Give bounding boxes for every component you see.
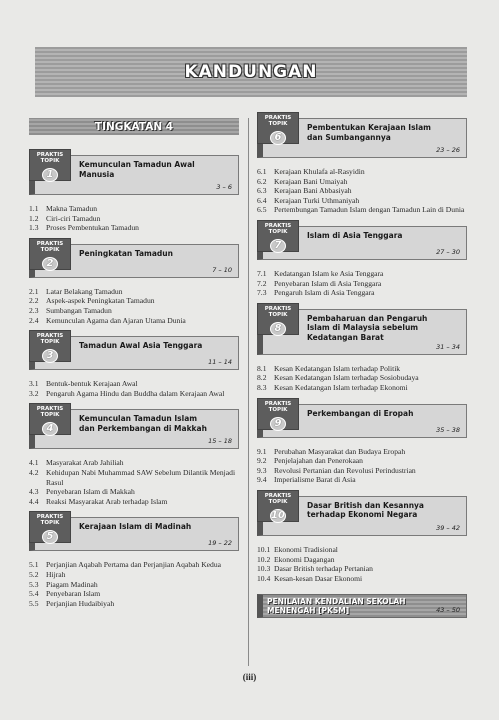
topic-badge [29,403,71,435]
subtopic-number: 5.3 [29,579,39,589]
subtopic-text: Sumbangan Tamadun [46,305,112,315]
subtopic-item [29,379,239,389]
topic-title: Tamadun Awal Asia Tenggara [79,341,203,351]
pksm-title: PENILAIAN KENDALIAN SEKOLAH MENENGAH [PKSM] [267,597,406,615]
topic-section [257,492,467,583]
subtopic-text: Penyebaran Islam [46,589,101,599]
subtopic-item [257,196,467,206]
topic-badge [257,220,299,252]
topic-pages: 3 – 6 [216,183,232,191]
subtopic-number: 6.2 [257,176,267,186]
subtopic-text: Pertembungan Tamadun Islam dengan Tamadun Lain di Dunia [274,205,465,215]
subtopic-item [257,574,467,584]
subtopic-text: Reaksi Masyarakat Arab terhadap Islam [46,496,168,506]
title-banner [35,47,467,97]
topic-title: Kemunculan Tamadun Islam dan Perkembangan di Makkah [79,414,207,433]
topic-badge [29,238,71,270]
topic-title: Pembaharuan dan Pengaruh Islam di Malaysia sebelum Kedatangan Barat [307,313,428,342]
badge-label-praktis: PRAKTIS [264,222,292,229]
badge-label-topik: TOPIK [40,520,60,527]
topic-number: 5 [42,530,58,544]
subtopic-item [257,186,467,196]
subtopic-item [29,589,239,599]
subtopic-item [257,447,467,457]
subtopic-text: Revolusi Pertanian dan Revolusi Perindustrian [274,465,416,475]
subtopic-text: Perjanjian Hudaibiyah [46,598,115,608]
pksm-box[interactable] [257,594,467,618]
subtopic-text: Pengaruh Agama Hindu dan Buddha dalam Kerajaan Awal [46,388,225,398]
subtopic-text: Penyebaran Islam di Asia Tenggara [274,278,382,288]
subtopic-text: Perubahan Masyarakat dan Budaya Eropah [274,446,406,456]
topic-badge [257,490,299,522]
topic-header[interactable] [257,492,467,536]
subtopic-item [29,389,239,399]
topic-number: 1 [42,168,58,182]
topic-badge [257,398,299,430]
topic-badge [29,330,71,362]
topic-number: 3 [42,349,58,363]
subtopic-item [29,223,239,233]
subtopic-text: Kemunculan Agama dan Ajaran Utama Dunia [46,315,186,325]
subtopic-number: 2.1 [29,286,39,296]
topic-section [29,333,239,398]
subtopic-text: Perjanjian Aqabah Pertama dan Perjanjian Aqabah Kedua [46,560,222,570]
topic-section [257,305,467,393]
badge-label-praktis: PRAKTIS [36,406,64,413]
subtopic-item [257,373,467,383]
topic-header[interactable] [257,305,467,355]
topic-header[interactable] [29,514,239,551]
topic-title: Pembentukan Kerajaan Islam dan Sumbangannya [307,123,431,142]
subtopic-item [257,555,467,565]
badge-label-topik: TOPIK [40,339,60,346]
subtopic-number: 7.2 [257,278,267,288]
subtopic-item [257,288,467,298]
subtopic-number: 4.3 [29,487,39,497]
subtopic-number: 5.5 [29,598,39,608]
subtopic-number: 10.1 [257,544,271,554]
subtopic-text: Ekonomi Dagangan [274,554,335,564]
badge-label-praktis: PRAKTIS [36,152,64,158]
topic-title: Kemunculan Tamadun Awal Manusia [79,160,195,179]
subtopic-list [257,447,467,485]
subtopic-number: 1.3 [29,223,39,233]
topic-number: 2 [42,257,58,271]
subtopic-number: 3.1 [29,379,39,389]
subtopic-item [29,306,239,316]
subtopic-text: Ekonomi Tradisional [274,544,338,554]
topic-badge [257,303,299,335]
badge-label-topik: TOPIK [268,228,288,235]
topic-pages: 15 – 18 [208,437,232,446]
topic-title: Kerajaan Islam di Madinah [79,522,192,532]
subtopic-item [257,475,467,485]
subtopic-item [257,383,467,393]
subtopic-item [257,279,467,289]
page-title: KANDUNGAN [184,62,318,82]
subtopic-number: 1.1 [29,204,39,213]
subtopic-text: Penyebaran Islam di Makkah [46,487,135,497]
topic-pages: 27 – 30 [436,247,460,256]
subtopic-text: Dasar British terhadap Pertanian [274,564,373,574]
subtopic-list [257,364,467,393]
subtopic-text: Latar Belakang Tamadun [46,286,123,296]
subtopic-text: Kerajaan Turki Uthmaniyah [274,195,360,205]
badge-label-topik: TOPIK [40,158,60,164]
topic-title: Perkembangan di Eropah [307,408,414,418]
subtopic-item [257,364,467,374]
subtopic-item [29,580,239,590]
level-title: TINGKATAN 4 [94,120,174,133]
subtopic-number: 4.2 [29,467,39,477]
subtopic-item [29,287,239,297]
subtopic-item [29,560,239,570]
subtopic-text: Proses Pembentukan Tamadun [46,223,139,233]
topic-header[interactable] [29,240,239,278]
subtopic-text: Kehidupan Nabi Muhammad SAW Sebelum Dilantik Menjadi Rasul [46,467,236,487]
subtopic-number: 6.1 [257,167,267,176]
subtopic-item [29,497,239,507]
topic-section [29,514,239,608]
right-topic-list [257,115,467,583]
subtopic-number: 8.1 [257,363,267,373]
subtopic-text: Hijrah [46,569,66,579]
badge-label-praktis: PRAKTIS [36,333,64,340]
subtopic-number: 6.3 [257,186,267,196]
subtopic-text: Kesan Kedatangan Islam terhadap Politik [274,363,401,373]
topic-number: 8 [270,322,286,336]
right-column [257,115,467,618]
topic-section [29,152,239,233]
subtopic-text: Kedatangan Islam ke Asia Tenggara [274,268,384,278]
subtopic-number: 9.4 [257,475,267,485]
topic-badge [29,511,71,543]
subtopic-number: 7.1 [257,268,267,278]
topic-number: 4 [42,422,58,436]
subtopic-list [29,287,239,325]
subtopic-number: 8.3 [257,382,267,392]
subtopic-item [257,456,467,466]
topic-section [29,240,239,325]
badge-label-topik: TOPIK [268,121,288,127]
badge-label-topik: TOPIK [40,246,60,253]
topic-section [257,400,467,485]
badge-label-praktis: PRAKTIS [264,115,292,121]
subtopic-item [257,167,467,177]
subtopic-item [257,564,467,574]
subtopic-item [29,487,239,497]
topic-number: 9 [270,417,286,431]
subtopic-number: 6.4 [257,195,267,205]
subtopic-item [257,466,467,476]
subtopic-item [29,296,239,306]
subtopic-list [257,545,467,583]
topic-number: 10 [271,509,285,521]
column-divider [248,118,249,666]
subtopic-number: 5.1 [29,560,39,570]
badge-label-topik: TOPIK [40,412,60,419]
subtopic-number: 1.2 [29,213,39,223]
topic-pages: 23 – 26 [436,146,460,154]
subtopic-number: 9.3 [257,465,267,475]
subtopic-number: 3.2 [29,388,39,398]
badge-label-topik: TOPIK [268,406,288,413]
topic-badge [257,112,299,144]
subtopic-number: 4.1 [29,458,39,468]
topic-pages: 11 – 14 [208,358,232,367]
topic-header[interactable] [257,400,467,438]
subtopic-number: 6.5 [257,205,267,215]
topic-title: Islam di Asia Tenggara [307,230,403,240]
badge-label-praktis: PRAKTIS [36,240,64,247]
level-banner [29,118,239,135]
subtopic-item [29,204,239,214]
topic-pages: 39 – 42 [436,523,460,532]
subtopic-number: 9.1 [257,446,267,456]
subtopic-text: Pengaruh Islam di Asia Tenggara [274,288,375,298]
subtopic-number: 2.4 [29,315,39,325]
topic-section [29,406,239,506]
topic-header[interactable] [29,152,239,195]
subtopic-text: Kesan-kesan Dasar Ekonomi [274,573,363,583]
subtopic-number: 10.3 [257,564,271,574]
subtopic-item [29,468,239,487]
topic-pages: 31 – 34 [436,342,460,351]
subtopic-text: Piagam Madinah [46,579,98,589]
topic-section [257,222,467,298]
subtopic-text: Makna Tamadun [46,204,97,213]
subtopic-text: Masyarakat Arab Jahiliah [46,458,124,468]
subtopic-text: Aspek-aspek Peningkatan Tamadun [46,296,155,306]
subtopic-number: 5.2 [29,569,39,579]
subtopic-list [29,560,239,608]
subtopic-text: Kesan Kedatangan Islam terhadap Ekonomi [274,382,408,392]
topic-header[interactable] [29,406,239,449]
topic-badge [29,149,71,181]
topic-pages: 35 – 38 [436,425,460,434]
badge-label-praktis: PRAKTIS [264,400,292,407]
subtopic-number: 7.3 [257,288,267,298]
subtopic-text: Imperialisme Barat di Asia [274,475,356,485]
subtopic-number: 8.2 [257,373,267,383]
badge-label-praktis: PRAKTIS [36,514,64,521]
subtopic-item [29,214,239,224]
topic-header[interactable] [257,222,467,260]
badge-label-praktis: PRAKTIS [264,492,292,499]
subtopic-text: Kesan Kedatangan Islam terhadap Sosiobudaya [274,373,419,383]
subtopic-list [257,269,467,298]
subtopic-item [257,177,467,187]
subtopic-list [29,204,239,233]
subtopic-number: 10.4 [257,573,271,583]
subtopic-number: 4.4 [29,496,39,506]
subtopic-number: 9.2 [257,456,267,466]
subtopic-text: Kerajaan Bani Abbasiyah [274,186,352,196]
pksm-pages: 43 – 50 [436,606,460,615]
topic-pages: 7 – 10 [212,265,232,274]
topic-section [257,115,467,215]
topic-header[interactable] [29,333,239,370]
topic-number: 7 [270,239,286,253]
badge-label-topik: TOPIK [268,498,288,505]
topic-pages: 19 – 22 [208,539,232,548]
subtopic-number: 10.2 [257,554,271,564]
topic-number: 6 [270,131,286,145]
topic-header[interactable] [257,115,467,158]
subtopic-number: 5.4 [29,589,39,599]
subtopic-text: Ciri-ciri Tamadun [46,213,101,223]
left-column [29,118,239,619]
subtopic-number: 2.2 [29,296,39,306]
badge-label-topik: TOPIK [268,311,288,318]
topic-title: Peningkatan Tamadun [79,248,173,258]
subtopic-text: Kerajaan Bani Umaiyah [274,176,348,186]
subtopic-list [257,167,467,215]
subtopic-text: Kerajaan Khulafa al-Rasyidin [274,167,365,176]
subtopic-text: Penjelajahan dan Penerokaan [274,456,363,466]
badge-label-praktis: PRAKTIS [264,305,292,312]
subtopic-text: Bentuk-bentuk Kerajaan Awal [46,379,138,389]
subtopic-list [29,458,239,506]
subtopic-item [29,570,239,580]
subtopic-item [29,599,239,609]
left-topic-list [29,152,239,608]
subtopic-list [29,379,239,398]
subtopic-item [29,458,239,468]
subtopic-item [257,269,467,279]
subtopic-number: 2.3 [29,305,39,315]
topic-title: Dasar British dan Kesannya terhadap Ekonomi Negara [307,500,424,520]
subtopic-item [257,545,467,555]
page-number: (iii) [242,672,257,682]
subtopic-item [29,316,239,326]
subtopic-item [257,205,467,215]
